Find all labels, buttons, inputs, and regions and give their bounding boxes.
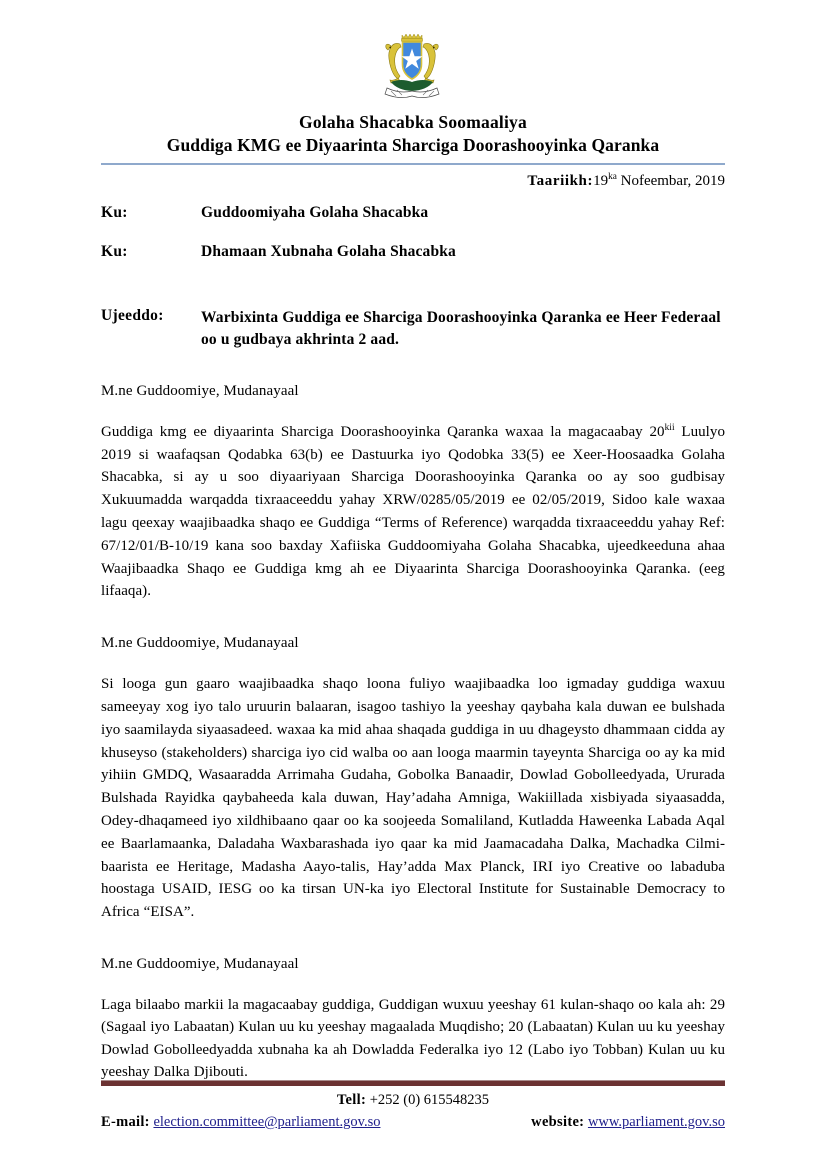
organization-title-line1: Golaha Shacabka Soomaaliya: [299, 112, 527, 132]
document-body: [101, 381, 725, 1084]
subject-label: Ujeeddo:: [101, 306, 164, 324]
email-label: E-mail:: [101, 1114, 150, 1130]
organization-title-line2: Guddiga KMG ee Diyaarinta Sharciga Doorashooyinka Qaranka: [166, 134, 660, 155]
website-label: website:: [531, 1114, 585, 1130]
footer-email: [101, 1114, 380, 1131]
salutation-1: M.ne Guddoomiye, Mudanayaal: [101, 382, 299, 399]
recipient-row-1: [101, 204, 725, 222]
paragraph-1: [101, 421, 725, 603]
footer-contacts: [101, 1114, 725, 1131]
header-divider: [101, 163, 725, 165]
salutation-3: M.ne Guddoomiye, Mudanayaal: [101, 955, 299, 972]
recipient-label-2: Ku:: [101, 242, 128, 260]
footer-website: [531, 1114, 725, 1131]
palm-fronds: [391, 80, 433, 91]
date-label: Taariikh:: [527, 172, 594, 189]
paragraph-2: Si looga gun gaaro waajibaadka shaqo loona fuliyo waajibaadka loo igmaday guddiga waxuu sameeyay xog iyo talo uruurin balaaran, isagoo tashiyo la yeeshay qaybaha kala duwan ee bulshada iyo saamilayda siyaasadeed. waxaa ka mid ahaa shaqada guddiga in uu dhageysto dhammaan cidda ay khuseyso (stakeholders) sharciga iyo cid walba oo aan looga maarmin tayeynta Sharciga oo ay ka mid yihiin GMDQ, Wasaaradda Arrimaha Gudaha, Gobolka Banaadir, Dowlad Gobolleedyada, Ururada Bulshada Rayidka qaybaheeda kala duwan, Hay’adaha Amniga, Wakiillada xisbiyada siyaasadda, Odey-dhaqameed iyo xildhibaano qaar oo ka soojeeda Somaliland, Kutladda Haweenka Labada Aqal ee Baarlamaanka, Daladaha Waxbarashada iyo qaar ka mid Jaamacadaha Dalka, Machadka Cilmi-baarista ee Heritage, Madasha Aayo-talis, Hay’adda Max Planck, IRI iyo Creative oo labaduba hoostaga USAID, IESG oo ka tirsan UN-ka iyo Electoral Institute for Sustainable Democracy to Africa “EISA”.: [101, 676, 725, 921]
footer-telephone: [0, 1092, 826, 1109]
recipient-row-2: [101, 243, 725, 261]
telephone-label: Tell:: [336, 1092, 367, 1108]
salutation-2: M.ne Guddoomiye, Mudanayaal: [101, 635, 299, 652]
paragraph-1-part-2: Luulyo 2019 si waafaqsan Qodabka 63(b) ee Dastuurka iyo Qodobka 33(5) ee Xeer-Hoosaadka Golaha Shacabka, si ay u soo diyaariyaan Sharciga Doorashooyinka Qaranka oo ay soo gudbisay Xukuumadda warqadda tixraaceeddu yahay XRW/0285/05/2019 ee 02/05/2019, Sidoo kale waxaa lagu qeexay waajibaadka shaqo ee Guddiga “Terms of Reference) warqadda tixraaceeddu yahay Ref: 67/12/01/B-10/19 kana soo baxday Xafiiska Guddoomiyaha Golaha Shacabka, ujeedkeeduna ahaa Waajibaadka Shaqo ee Guddiga kmg ah ee Diyaarinta Sharciga Doorashooyinka Qaranka. (eeg lifaaqa).: [101, 423, 725, 600]
page-footer: [0, 1080, 826, 1131]
date-day: 19: [593, 172, 609, 189]
letterhead: [0, 0, 826, 165]
subject-value: Warbixinta Guddiga ee Sharciga Doorashooyinka Qaranka ee Heer Federaal oo u gudbaya akhrinta 2 aad.: [201, 308, 721, 348]
date-day-suffix: ka: [608, 171, 617, 182]
meta-block: [101, 173, 725, 351]
somali-coat-of-arms-icon: [367, 26, 459, 106]
website-link[interactable]: www.parliament.gov.so: [587, 1114, 725, 1130]
telephone-value: +252 (0) 615548235: [369, 1092, 490, 1108]
email-link[interactable]: election.committee@parliament.gov.so: [153, 1114, 381, 1130]
recipient-label-1: Ku:: [101, 203, 128, 221]
subject-row: [101, 307, 725, 351]
footer-divider: [101, 1080, 725, 1086]
date-rest: Nofeembar, 2019: [620, 172, 725, 189]
date-line: [101, 173, 725, 190]
paragraph-1-superscript: kii: [664, 422, 675, 433]
recipient-value-1: Guddoomiyaha Golaha Shacabka: [201, 203, 429, 221]
paragraph-1-part-1: Guddiga kmg ee diyaarinta Sharciga Doorashooyinka Qaranka waxaa la magacaabay 20: [101, 423, 665, 440]
recipient-value-2: Dhamaan Xubnaha Golaha Shacabka: [201, 242, 456, 260]
paragraph-3: Laga bilaabo markii la magacaabay guddiga, Guddigan wuxuu yeeshay 61 kulan-shaqo oo kala ah: 29 (Sagaal iyo Labaatan) Kulan uu ku yeeshay magaalada Muqdisho; 20 (Labaatan) Kulan uu ku yeeshay Dowlad Gobolleedyadda xubnaha ka ah Dowladda Federalka iyo 12 (Labo iyo Tobban) Kulan uu ku yeeshay Dalka Djibouti.: [101, 996, 725, 1081]
